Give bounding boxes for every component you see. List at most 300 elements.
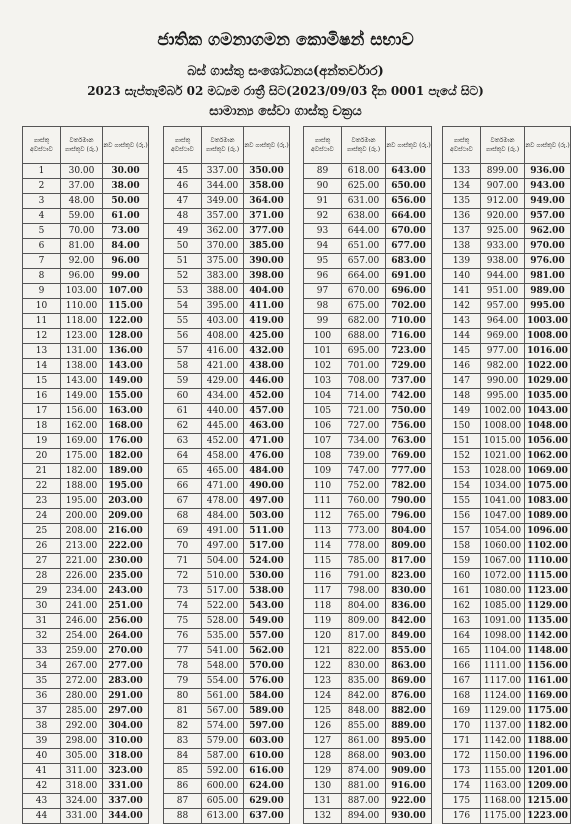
new-fare-cell: 823.00 <box>386 569 432 584</box>
table-row <box>443 359 571 374</box>
current-fare-cell: 874.00 <box>342 764 386 779</box>
table-row <box>164 674 290 689</box>
table-row <box>164 794 290 809</box>
table-row <box>443 584 571 599</box>
new-fare-cell: 1056.00 <box>525 434 571 449</box>
table-row <box>23 779 149 794</box>
table-row <box>443 689 571 704</box>
new-fare-cell: 96.00 <box>103 254 149 269</box>
new-fare-cell: 1089.00 <box>525 509 571 524</box>
table-row <box>23 224 149 239</box>
fare-stage-cell: 148 <box>443 389 481 404</box>
fare-stage-cell: 56 <box>164 329 202 344</box>
new-fare-cell: 371.00 <box>244 209 290 224</box>
current-fare-cell: 445.00 <box>202 419 244 434</box>
current-fare-cell: 298.00 <box>61 734 103 749</box>
table-row <box>304 569 432 584</box>
fare-stage-cell: 118 <box>304 599 342 614</box>
fare-stage-cell: 81 <box>164 704 202 719</box>
new-fare-cell: 457.00 <box>244 404 290 419</box>
new-fare-cell: 876.00 <box>386 689 432 704</box>
new-fare-cell: 943.00 <box>525 179 571 194</box>
fare-stage-cell: 48 <box>164 209 202 224</box>
current-fare-cell: 982.00 <box>481 359 525 374</box>
table-row <box>443 419 571 434</box>
fare-stage-cell: 63 <box>164 434 202 449</box>
table-row <box>304 464 432 479</box>
table-row <box>164 179 290 194</box>
table-row <box>164 704 290 719</box>
new-fare-cell: 576.00 <box>244 674 290 689</box>
table-row <box>164 419 290 434</box>
fare-stage-cell: 38 <box>23 719 61 734</box>
new-fare-cell: 404.00 <box>244 284 290 299</box>
new-fare-cell: 842.00 <box>386 614 432 629</box>
fare-stage-cell: 136 <box>443 209 481 224</box>
current-fare-cell: 1142.00 <box>481 734 525 749</box>
table-row <box>164 299 290 314</box>
table-row <box>443 179 571 194</box>
table-row <box>23 314 149 329</box>
new-fare-cell: 377.00 <box>244 224 290 239</box>
table-row <box>304 254 432 269</box>
fare-stage-cell: 21 <box>23 464 61 479</box>
current-fare-cell: 311.00 <box>61 764 103 779</box>
fare-stage-cell: 134 <box>443 179 481 194</box>
fare-stage-cell: 13 <box>23 344 61 359</box>
fare-stage-cell: 89 <box>304 164 342 179</box>
current-fare-cell: 579.00 <box>202 734 244 749</box>
new-fare-cell: 1123.00 <box>525 584 571 599</box>
fare-stage-cell: 52 <box>164 269 202 284</box>
table-row <box>164 224 290 239</box>
fare-stage-cell: 2 <box>23 179 61 194</box>
current-fare-cell: 541.00 <box>202 644 244 659</box>
current-fare-cell: 990.00 <box>481 374 525 389</box>
table-row <box>304 734 432 749</box>
fare-stage-cell: 93 <box>304 224 342 239</box>
new-fare-cell: 976.00 <box>525 254 571 269</box>
fare-stage-cell: 123 <box>304 674 342 689</box>
new-fare-cell: 677.00 <box>386 239 432 254</box>
new-fare-cell: 1142.00 <box>525 629 571 644</box>
table-row <box>304 599 432 614</box>
current-fare-cell: 957.00 <box>481 299 525 314</box>
fare-stage-cell: 110 <box>304 479 342 494</box>
current-fare-cell: 362.00 <box>202 224 244 239</box>
table-row <box>443 509 571 524</box>
new-fare-cell: 390.00 <box>244 254 290 269</box>
table-row <box>164 719 290 734</box>
new-fare-cell: 804.00 <box>386 524 432 539</box>
current-fare-cell: 195.00 <box>61 494 103 509</box>
table-row <box>443 554 571 569</box>
fare-table-3 <box>303 126 432 824</box>
new-fare-cell: 38.00 <box>103 179 149 194</box>
new-fare-cell: 1215.00 <box>525 794 571 809</box>
current-fare-cell: 478.00 <box>202 494 244 509</box>
fare-stage-cell: 82 <box>164 719 202 734</box>
new-fare-cell: 163.00 <box>103 404 149 419</box>
current-fare-cell: 618.00 <box>342 164 386 179</box>
current-fare-cell: 458.00 <box>202 449 244 464</box>
fare-stage-cell: 91 <box>304 194 342 209</box>
table-row <box>23 569 149 584</box>
table-row <box>164 689 290 704</box>
column-header: වර්තමාන ගාස්තුව (රු.) <box>61 127 103 164</box>
new-fare-cell: 1182.00 <box>525 719 571 734</box>
current-fare-cell: 484.00 <box>202 509 244 524</box>
fare-stage-cell: 103 <box>304 374 342 389</box>
fare-stage-cell: 20 <box>23 449 61 464</box>
new-fare-cell: 691.00 <box>386 269 432 284</box>
fare-stage-cell: 115 <box>304 554 342 569</box>
current-fare-cell: 1067.00 <box>481 554 525 569</box>
current-fare-cell: 651.00 <box>342 239 386 254</box>
table-row <box>304 179 432 194</box>
new-fare-cell: 264.00 <box>103 629 149 644</box>
fare-stage-cell: 86 <box>164 779 202 794</box>
table-row <box>164 509 290 524</box>
new-fare-cell: 1075.00 <box>525 479 571 494</box>
current-fare-cell: 881.00 <box>342 779 386 794</box>
fare-stage-cell: 3 <box>23 194 61 209</box>
new-fare-cell: 817.00 <box>386 554 432 569</box>
table-row <box>164 194 290 209</box>
fare-stage-cell: 113 <box>304 524 342 539</box>
table-row <box>443 674 571 689</box>
table-row <box>23 554 149 569</box>
fare-stage-cell: 102 <box>304 359 342 374</box>
table-row <box>443 224 571 239</box>
new-fare-cell: 189.00 <box>103 464 149 479</box>
column-header: ගාස්තු අවස්ථාව <box>23 127 61 164</box>
fare-stage-cell: 156 <box>443 509 481 524</box>
table-row <box>23 599 149 614</box>
fare-stage-cell: 19 <box>23 434 61 449</box>
current-fare-cell: 375.00 <box>202 254 244 269</box>
fare-stage-cell: 87 <box>164 794 202 809</box>
fare-stage-cell: 42 <box>23 779 61 794</box>
current-fare-cell: 739.00 <box>342 449 386 464</box>
current-fare-cell: 861.00 <box>342 734 386 749</box>
current-fare-cell: 357.00 <box>202 209 244 224</box>
table-row <box>23 434 149 449</box>
fare-stage-cell: 6 <box>23 239 61 254</box>
new-fare-cell: 283.00 <box>103 674 149 689</box>
new-fare-cell: 243.00 <box>103 584 149 599</box>
current-fare-cell: 848.00 <box>342 704 386 719</box>
table-row <box>164 449 290 464</box>
fare-stage-cell: 152 <box>443 449 481 464</box>
table-row <box>164 644 290 659</box>
table-row <box>443 749 571 764</box>
new-fare-cell: 115.00 <box>103 299 149 314</box>
current-fare-cell: 259.00 <box>61 644 103 659</box>
fare-stage-cell: 128 <box>304 749 342 764</box>
current-fare-cell: 226.00 <box>61 569 103 584</box>
table-row <box>164 404 290 419</box>
table-row <box>23 389 149 404</box>
new-fare-cell: 1029.00 <box>525 374 571 389</box>
current-fare-cell: 907.00 <box>481 179 525 194</box>
table-row <box>23 614 149 629</box>
new-fare-cell: 1008.00 <box>525 329 571 344</box>
table-row <box>443 254 571 269</box>
column-header: නව ගාස්තුව (රු.) <box>244 127 290 164</box>
table-row <box>23 584 149 599</box>
new-fare-cell: 737.00 <box>386 374 432 389</box>
fare-stage-cell: 69 <box>164 524 202 539</box>
new-fare-cell: 981.00 <box>525 269 571 284</box>
new-fare-cell: 1035.00 <box>525 389 571 404</box>
new-fare-cell: 683.00 <box>386 254 432 269</box>
new-fare-cell: 624.00 <box>244 779 290 794</box>
current-fare-cell: 670.00 <box>342 284 386 299</box>
fare-stage-cell: 37 <box>23 704 61 719</box>
table-row <box>23 179 149 194</box>
fare-stage-cell: 111 <box>304 494 342 509</box>
table-row <box>23 329 149 344</box>
table-row <box>164 434 290 449</box>
current-fare-cell: 944.00 <box>481 269 525 284</box>
new-fare-cell: 128.00 <box>103 329 149 344</box>
new-fare-cell: 1175.00 <box>525 704 571 719</box>
fare-stage-cell: 163 <box>443 614 481 629</box>
fare-stage-cell: 55 <box>164 314 202 329</box>
fare-table-4 <box>442 126 571 824</box>
current-fare-cell: 471.00 <box>202 479 244 494</box>
table-row <box>23 674 149 689</box>
current-fare-cell: 208.00 <box>61 524 103 539</box>
table-row <box>443 209 571 224</box>
table-row <box>443 704 571 719</box>
fare-stage-cell: 51 <box>164 254 202 269</box>
fare-stage-cell: 151 <box>443 434 481 449</box>
table-row <box>164 659 290 674</box>
table-row <box>304 644 432 659</box>
new-fare-cell: 155.00 <box>103 389 149 404</box>
new-fare-cell: 790.00 <box>386 494 432 509</box>
new-fare-cell: 710.00 <box>386 314 432 329</box>
new-fare-cell: 1196.00 <box>525 749 571 764</box>
new-fare-cell: 643.00 <box>386 164 432 179</box>
fare-stage-cell: 126 <box>304 719 342 734</box>
table-row <box>304 719 432 734</box>
table-header-row <box>443 127 571 164</box>
new-fare-cell: 603.00 <box>244 734 290 749</box>
table-row <box>164 464 290 479</box>
current-fare-cell: 1111.00 <box>481 659 525 674</box>
current-fare-cell: 925.00 <box>481 224 525 239</box>
table-row <box>304 314 432 329</box>
current-fare-cell: 920.00 <box>481 209 525 224</box>
column-header: වර්තමාන ගාස්තුව (රු.) <box>342 127 386 164</box>
table-row <box>164 329 290 344</box>
current-fare-cell: 574.00 <box>202 719 244 734</box>
fare-stage-cell: 14 <box>23 359 61 374</box>
fare-stage-cell: 133 <box>443 164 481 179</box>
fare-stage-cell: 108 <box>304 449 342 464</box>
new-fare-cell: 497.00 <box>244 494 290 509</box>
table-row <box>164 494 290 509</box>
fare-stage-cell: 85 <box>164 764 202 779</box>
fare-stage-cell: 4 <box>23 209 61 224</box>
fare-stage-cell: 135 <box>443 194 481 209</box>
current-fare-cell: 92.00 <box>61 254 103 269</box>
current-fare-cell: 403.00 <box>202 314 244 329</box>
fare-stage-cell: 16 <box>23 389 61 404</box>
table-row <box>164 344 290 359</box>
table-row <box>304 404 432 419</box>
new-fare-cell: 796.00 <box>386 509 432 524</box>
current-fare-cell: 30.00 <box>61 164 103 179</box>
new-fare-cell: 463.00 <box>244 419 290 434</box>
table-row <box>304 329 432 344</box>
table-row <box>23 659 149 674</box>
table-row <box>23 449 149 464</box>
current-fare-cell: 465.00 <box>202 464 244 479</box>
fare-stage-cell: 106 <box>304 419 342 434</box>
fare-stage-cell: 95 <box>304 254 342 269</box>
fare-stage-cell: 79 <box>164 674 202 689</box>
table-row <box>304 554 432 569</box>
fare-stage-cell: 31 <box>23 614 61 629</box>
fare-stage-cell: 122 <box>304 659 342 674</box>
fare-stage-cell: 41 <box>23 764 61 779</box>
fare-stage-cell: 165 <box>443 644 481 659</box>
table-row <box>304 629 432 644</box>
table-row <box>304 284 432 299</box>
fare-stage-cell: 71 <box>164 554 202 569</box>
current-fare-cell: 631.00 <box>342 194 386 209</box>
current-fare-cell: 103.00 <box>61 284 103 299</box>
new-fare-cell: 524.00 <box>244 554 290 569</box>
table-row <box>23 524 149 539</box>
fare-stage-cell: 153 <box>443 464 481 479</box>
new-fare-cell: 99.00 <box>103 269 149 284</box>
table-row <box>164 569 290 584</box>
new-fare-cell: 763.00 <box>386 434 432 449</box>
current-fare-cell: 600.00 <box>202 779 244 794</box>
table-row <box>164 539 290 554</box>
fare-stage-cell: 171 <box>443 734 481 749</box>
table-row <box>23 194 149 209</box>
table-row <box>164 254 290 269</box>
table-row <box>23 509 149 524</box>
fare-stage-cell: 29 <box>23 584 61 599</box>
fare-stage-cell: 166 <box>443 659 481 674</box>
new-fare-cell: 149.00 <box>103 374 149 389</box>
fare-stage-cell: 47 <box>164 194 202 209</box>
new-fare-cell: 930.00 <box>386 809 432 824</box>
fare-stage-cell: 172 <box>443 749 481 764</box>
new-fare-cell: 962.00 <box>525 224 571 239</box>
table-row <box>164 284 290 299</box>
new-fare-cell: 616.00 <box>244 764 290 779</box>
current-fare-cell: 682.00 <box>342 314 386 329</box>
fare-stage-cell: 30 <box>23 599 61 614</box>
table-row <box>164 269 290 284</box>
table-row <box>23 644 149 659</box>
current-fare-cell: 605.00 <box>202 794 244 809</box>
table-row <box>23 254 149 269</box>
current-fare-cell: 791.00 <box>342 569 386 584</box>
current-fare-cell: 344.00 <box>202 179 244 194</box>
table-header-row <box>23 127 149 164</box>
current-fare-cell: 548.00 <box>202 659 244 674</box>
current-fare-cell: 188.00 <box>61 479 103 494</box>
current-fare-cell: 81.00 <box>61 239 103 254</box>
fare-stage-cell: 15 <box>23 374 61 389</box>
fare-stage-cell: 130 <box>304 779 342 794</box>
current-fare-cell: 254.00 <box>61 629 103 644</box>
new-fare-cell: 723.00 <box>386 344 432 359</box>
current-fare-cell: 1054.00 <box>481 524 525 539</box>
table-row <box>443 599 571 614</box>
table-row <box>304 809 432 824</box>
new-fare-cell: 452.00 <box>244 389 290 404</box>
table-row <box>304 524 432 539</box>
current-fare-cell: 835.00 <box>342 674 386 689</box>
column-header: නව ගාස්තුව (රු.) <box>103 127 149 164</box>
current-fare-cell: 1175.00 <box>481 809 525 824</box>
table-row <box>164 479 290 494</box>
current-fare-cell: 510.00 <box>202 569 244 584</box>
fare-stage-cell: 143 <box>443 314 481 329</box>
current-fare-cell: 395.00 <box>202 299 244 314</box>
fare-stage-cell: 164 <box>443 629 481 644</box>
table-row <box>443 374 571 389</box>
fare-stage-cell: 28 <box>23 569 61 584</box>
new-fare-cell: 889.00 <box>386 719 432 734</box>
table-row <box>304 704 432 719</box>
fare-stage-cell: 68 <box>164 509 202 524</box>
current-fare-cell: 708.00 <box>342 374 386 389</box>
current-fare-cell: 613.00 <box>202 809 244 824</box>
fare-stage-cell: 167 <box>443 674 481 689</box>
current-fare-cell: 1091.00 <box>481 614 525 629</box>
current-fare-cell: 234.00 <box>61 584 103 599</box>
current-fare-cell: 1150.00 <box>481 749 525 764</box>
current-fare-cell: 1002.00 <box>481 404 525 419</box>
table-row <box>443 629 571 644</box>
fare-stage-cell: 26 <box>23 539 61 554</box>
fare-stage-cell: 101 <box>304 344 342 359</box>
new-fare-cell: 584.00 <box>244 689 290 704</box>
new-fare-cell: 729.00 <box>386 359 432 374</box>
fare-stage-cell: 11 <box>23 314 61 329</box>
new-fare-cell: 385.00 <box>244 239 290 254</box>
fare-stage-cell: 57 <box>164 344 202 359</box>
fare-stage-cell: 44 <box>23 809 61 824</box>
current-fare-cell: 933.00 <box>481 239 525 254</box>
current-fare-cell: 48.00 <box>61 194 103 209</box>
new-fare-cell: 277.00 <box>103 659 149 674</box>
fare-stage-cell: 10 <box>23 299 61 314</box>
fare-stage-cell: 170 <box>443 719 481 734</box>
current-fare-cell: 773.00 <box>342 524 386 539</box>
new-fare-cell: 304.00 <box>103 719 149 734</box>
table-row <box>164 239 290 254</box>
new-fare-cell: 549.00 <box>244 614 290 629</box>
new-fare-cell: 310.00 <box>103 734 149 749</box>
current-fare-cell: 977.00 <box>481 344 525 359</box>
current-fare-cell: 59.00 <box>61 209 103 224</box>
current-fare-cell: 200.00 <box>61 509 103 524</box>
current-fare-cell: 798.00 <box>342 584 386 599</box>
current-fare-cell: 1137.00 <box>481 719 525 734</box>
